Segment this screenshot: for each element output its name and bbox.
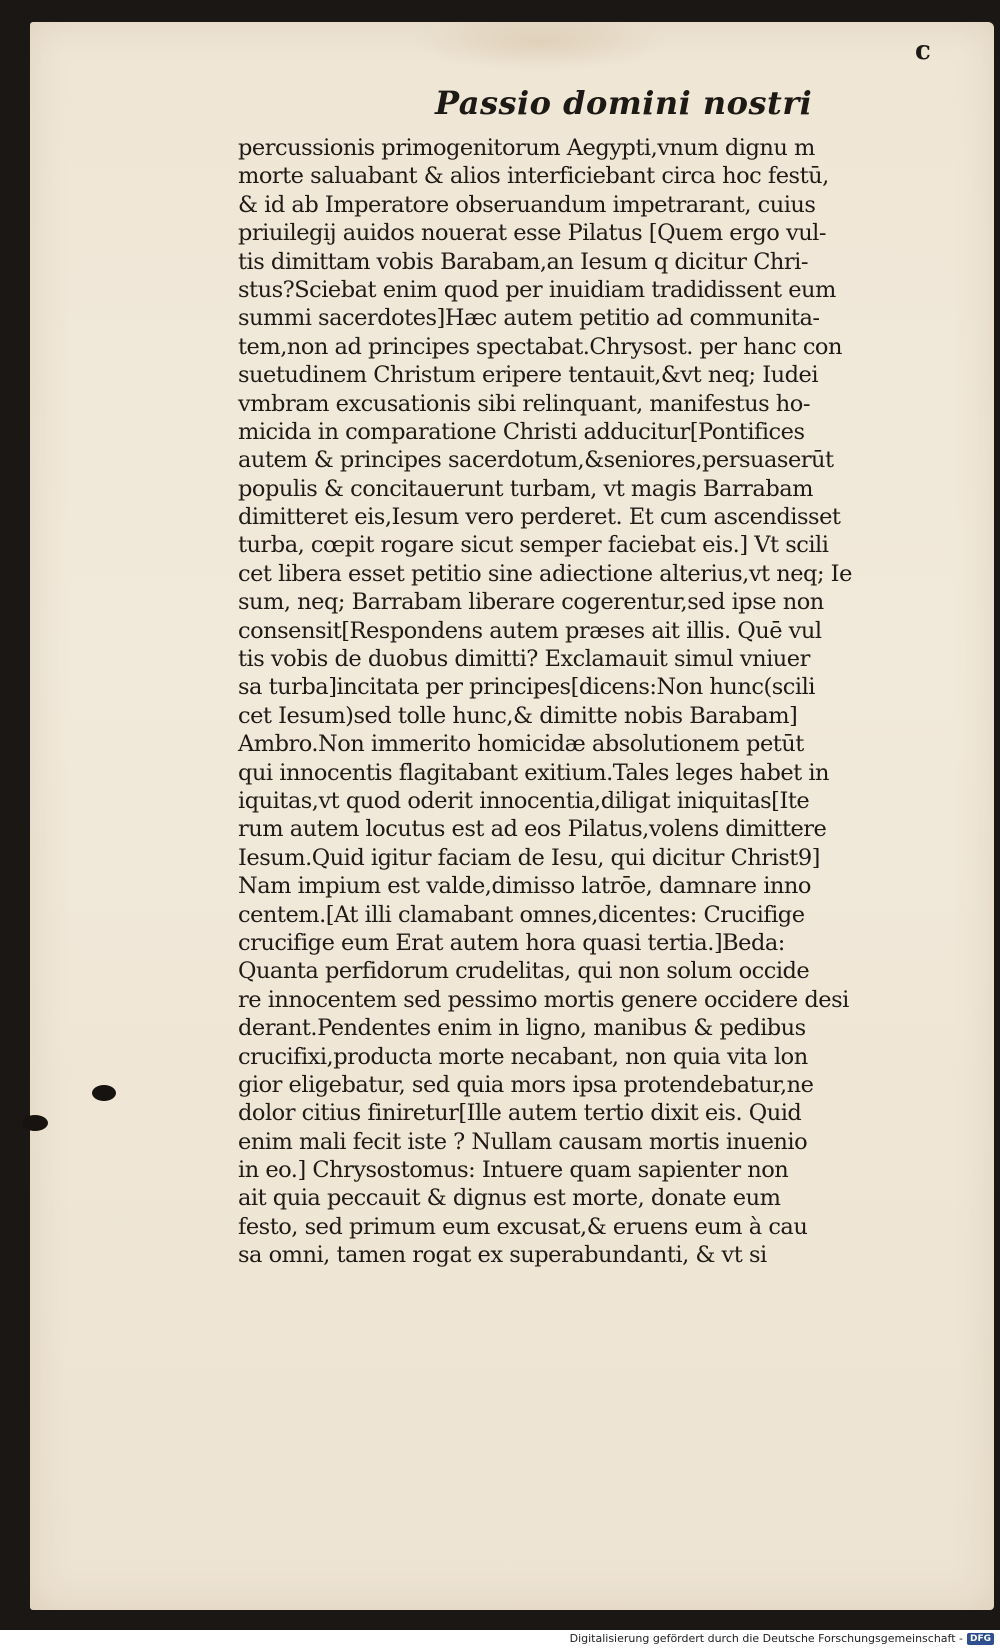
- text-line: Iesum.Quid igitur faciam de Iesu, qui dicitur Christ9]: [238, 844, 820, 871]
- binding-hole: [92, 1085, 116, 1101]
- text-line: Nam impium est valde,dimisso latrōe, damnare inno: [238, 873, 811, 900]
- text-line: percussionis primogenitorum Aegypti,vnum dignu m: [238, 135, 815, 161]
- text-line: dimitteret eis,Iesum vero perderet. Et cum ascendisset: [238, 504, 841, 531]
- text-line: rum autem locutus est ad eos Pilatus,volens dimittere: [238, 816, 827, 843]
- text-line: in eo.] Chrysostomus: Intuere quam sapienter non: [238, 1157, 789, 1184]
- text-line: & id ab Imperatore obseruandum impetrarant, cuius: [238, 191, 816, 218]
- text-line: populis & concitauerunt turbam, vt magis Barrabam: [238, 475, 813, 502]
- signature-mark: c: [915, 36, 931, 66]
- text-line: crucifixi,producta morte necabant, non quia vita lon: [238, 1043, 808, 1070]
- credit-text: Digitalisierung gefördert durch die Deutsche Forschungsgemeinschaft -: [569, 1632, 963, 1645]
- text-line: sa omni, tamen rogat ex superabundanti, & vt si: [238, 1242, 767, 1269]
- text-line: stus?Sciebat enim quod per inuidiam tradidissent eum: [238, 276, 836, 303]
- text-line: micida in comparatione Christi adducitur[Pontifices: [238, 418, 805, 445]
- running-head: Passio domini nostri: [435, 84, 813, 122]
- digitization-credit: [570, 1630, 994, 1647]
- text-line: qui innocentis flagitabant exitium.Tales leges habet in: [238, 759, 830, 786]
- text-line: Ambro.Non immerito homicidæ absolutionem petūt: [238, 731, 804, 758]
- text-line: ait quia peccauit & dignus est morte, donate eum: [238, 1185, 781, 1212]
- text-line: cet libera esset petitio sine adiectione alterius,vt neq; Ie: [238, 560, 852, 587]
- text-line: morte saluabant & alios interficiebant circa hoc festū,: [238, 163, 829, 190]
- text-line: turba, cœpit rogare sicut semper faciebat eis.] Vt scili: [238, 532, 829, 559]
- body-text: [238, 134, 938, 1270]
- book-page: [30, 22, 994, 1610]
- text-line: summi sacerdotes]Hæc autem petitio ad communita-: [238, 305, 820, 332]
- text-line: crucifige eum Erat autem hora quasi tertia.]Beda:: [238, 929, 785, 956]
- text-line: dolor citius finiretur[Ille autem tertio dixit eis. Quid: [238, 1100, 802, 1127]
- text-line: iquitas,vt quod oderit innocentia,diligat iniquitas[Ite: [238, 787, 810, 814]
- text-line: tis dimittam vobis Barabam,an Iesum q dicitur Chri-: [238, 248, 808, 275]
- text-line: enim mali fecit iste ? Nullam causam mortis inuenio: [238, 1128, 808, 1155]
- text-line: consensit[Respondens autem præses ait illis. Quē vul: [238, 617, 822, 644]
- text-line: cet Iesum)sed tolle hunc,& dimitte nobis Barabam]: [238, 702, 798, 729]
- binding-hole: [22, 1115, 48, 1131]
- dfg-logo: DFG: [967, 1633, 994, 1645]
- text-line: tem,non ad principes spectabat.Chrysost. per hanc con: [238, 333, 842, 360]
- text-line: gior eligebatur, sed quia mors ipsa protendebatur,ne: [238, 1071, 814, 1098]
- text-line: derant.Pendentes enim in ligno, manibus & pedibus: [238, 1015, 806, 1042]
- text-line: suetudinem Christum eripere tentauit,&vt neq; Iudei: [238, 362, 819, 389]
- text-line: centem.[At illi clamabant omnes,dicentes: Crucifige: [238, 901, 805, 928]
- text-line: vmbram excusationis sibi relinquant, manifestus ho-: [238, 390, 810, 417]
- text-line: priuilegij auidos nouerat esse Pilatus [Quem ergo vul-: [238, 220, 826, 247]
- text-line: festo, sed primum eum excusat,& eruens eum à cau: [238, 1213, 808, 1240]
- text-line: sa turba]incitata per principes[dicens:Non hunc(scili: [238, 674, 815, 701]
- text-line: autem & principes sacerdotum,&seniores,persuaserūt: [238, 447, 834, 474]
- text-line: re innocentem sed pessimo mortis genere occidere desi: [238, 986, 849, 1013]
- text-line: Quanta perfidorum crudelitas, qui non solum occide: [238, 958, 810, 985]
- text-line: tis vobis de duobus dimitti? Exclamauit simul vniuer: [238, 646, 810, 673]
- text-line: sum, neq; Barrabam liberare cogerentur,sed ipse non: [238, 589, 824, 616]
